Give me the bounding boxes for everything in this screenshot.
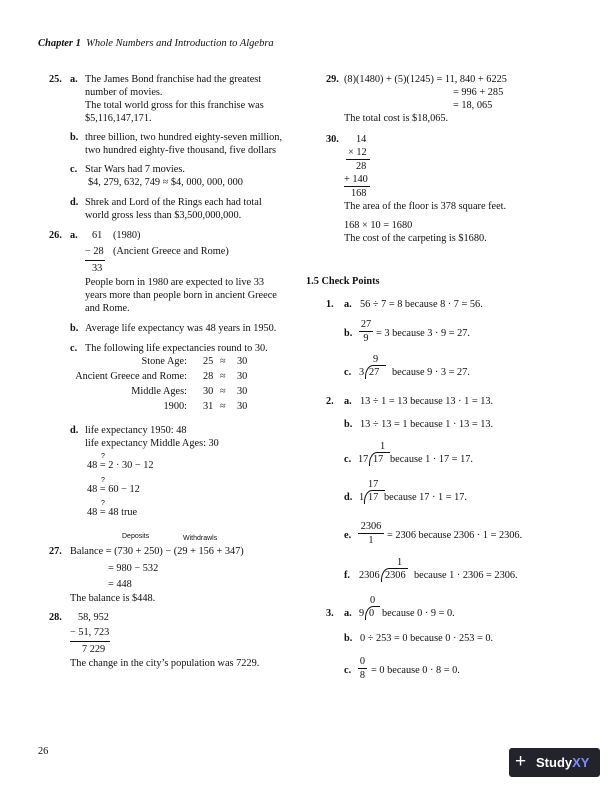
cp1b-label: b.	[344, 328, 353, 339]
table-row-rounded: 30	[237, 371, 248, 382]
p25-d-line1: Shrek and Lord of the Rings each had total	[85, 197, 262, 208]
p30-partial2: + 140	[344, 174, 368, 185]
p26-d-line3: 48 = 2 · 30 − 12	[87, 460, 154, 471]
quotient: 0	[370, 595, 376, 606]
p28-sub: − 51, 723	[70, 627, 110, 638]
p27-line1: Balance = (730 + 250) − (29 + 156 + 347)	[70, 546, 244, 557]
p25-b-label: b.	[70, 132, 79, 143]
page-number: 26	[38, 746, 49, 757]
p26-a-sub-note: (Ancient Greece and Rome)	[113, 246, 229, 257]
cp2d-text: because 17 · 1 = 17.	[384, 492, 468, 503]
dividend: 17	[373, 454, 384, 465]
p27-line4: The balance is $448.	[70, 593, 156, 604]
p26-d-line4: 48 = 60 − 12	[87, 484, 140, 495]
p29-line2: = 996 + 285	[453, 87, 504, 98]
cp1a-text: 56 ÷ 7 = 8 because 8 · 7 = 56.	[360, 299, 483, 310]
plus-icon: +	[515, 751, 527, 772]
p26-d-line2: life expectancy Middle Ages: 30	[85, 438, 219, 449]
p26-a-text2: years more than people born in ancient Greece	[85, 290, 277, 301]
table-row-value: 28	[203, 371, 214, 382]
cp2a-label: a.	[344, 396, 352, 407]
p30-product: 168	[351, 188, 367, 199]
cp3c-label: c.	[344, 665, 352, 676]
cp3c-text: = 0 because 0 · 8 = 0.	[371, 665, 460, 676]
p26-b-text: Average life expectancy was 48 years in 1950.	[85, 323, 277, 334]
fraction-numerator: 27	[359, 318, 373, 332]
section-title: 1.5 Check Points	[306, 276, 380, 287]
p30-partial1: 28	[356, 161, 367, 172]
cp1-number: 1.	[326, 299, 334, 310]
problem-26-number: 26.	[49, 230, 62, 241]
cp2c-text: because 1 · 17 = 17.	[390, 454, 474, 465]
cp2c-label: c.	[344, 454, 352, 465]
cp1b-fraction	[359, 318, 373, 346]
dividend: 2306	[385, 570, 406, 581]
p26-c-label: c.	[70, 343, 78, 354]
p26-d-q1: ?	[101, 453, 105, 460]
p26-a-top-note: (1980)	[113, 230, 141, 241]
p26-a-top: 61	[92, 230, 103, 241]
table-row-rounded: 30	[237, 401, 248, 412]
problem-30-number: 30.	[326, 134, 339, 145]
dividend: 27	[369, 367, 380, 378]
p27-line3: = 448	[108, 579, 132, 590]
p26-d-label: d.	[70, 425, 79, 436]
cp1a-label: a.	[344, 299, 352, 310]
p30-text2: 168 × 10 = 1680	[344, 220, 413, 231]
p25-c-line2: $4, 279, 632, 749 ≈ $4, 000, 000, 000	[88, 177, 243, 188]
p30-mult2: × 12	[348, 147, 367, 158]
p25-c-line1: Star Wars had 7 movies.	[85, 164, 185, 175]
p25-c-label: c.	[70, 164, 78, 175]
fraction-denominator: 8	[359, 670, 366, 682]
quotient: 9	[373, 354, 379, 365]
p26-b-label: b.	[70, 323, 79, 334]
p26-a-label: a.	[70, 230, 78, 241]
table-row-name: Stone Age:	[141, 356, 187, 367]
p29-line1: (8)(1480) + (5)(1245) = 11, 840 + 6225	[344, 74, 507, 85]
p29-line4: The total cost is $18,065.	[344, 113, 449, 124]
cp1c-text: because 9 · 3 = 27.	[392, 367, 470, 378]
p26-d-line1: life expectancy 1950: 48	[85, 425, 187, 436]
p26-d-q2: ?	[101, 477, 105, 484]
cp2b-text: 13 ÷ 13 = 1 because 1 · 13 = 13.	[360, 419, 494, 430]
cp2b-label: b.	[344, 419, 353, 430]
quotient: 1	[397, 557, 403, 568]
fraction-numerator: 0	[358, 655, 367, 669]
table-row-name: 1900:	[163, 401, 187, 412]
page-header	[38, 37, 274, 51]
p27-deposits-note: Deposits	[122, 533, 150, 540]
cp2d-label: d.	[344, 492, 353, 503]
p30-mult1: 14	[356, 134, 367, 145]
divisor: 17	[358, 454, 369, 465]
studyxy-badge[interactable]	[509, 748, 600, 777]
p25-a-label: a.	[70, 74, 78, 85]
p29-line3: = 18, 065	[453, 100, 493, 111]
divisor: 1	[359, 492, 365, 503]
cp3-number: 3.	[326, 608, 334, 619]
brand-logo-text: StudyXY	[536, 755, 590, 770]
quotient: 17	[368, 479, 379, 490]
p30-text3: The cost of the carpeting is $1680.	[344, 233, 487, 244]
p28-rule	[70, 641, 110, 642]
p28-top: 58, 952	[78, 612, 109, 623]
chapter-title: Whole Numbers and Introduction to Algebra	[86, 38, 274, 49]
fraction-denominator: 9	[363, 333, 369, 345]
cp2e-fraction	[358, 520, 384, 548]
cp2-number: 2.	[326, 396, 334, 407]
divisor: 2306	[359, 570, 380, 581]
problem-28-number: 28.	[49, 612, 62, 623]
approx-symbol: ≈	[220, 386, 226, 397]
table-row-name: Ancient Greece and Rome:	[75, 371, 187, 382]
p27-withdrawls-note: Withdrawls	[183, 535, 218, 542]
cp1c-label: c.	[344, 367, 352, 378]
problem-25-number: 25.	[49, 74, 62, 85]
table-row-rounded: 30	[237, 386, 248, 397]
table-row-rounded: 30	[237, 356, 248, 367]
p25-d-line2: world gross less than $3,500,000,000.	[85, 210, 242, 221]
p26-d-line5: 48 = 48 true	[87, 507, 138, 518]
cp3b-label: b.	[344, 633, 353, 644]
p25-d-label: d.	[70, 197, 79, 208]
table-row-value: 30	[203, 386, 214, 397]
cp3a-label: a.	[344, 608, 352, 619]
cp3c-fraction	[358, 655, 367, 683]
p27-line2: = 980 − 532	[108, 563, 159, 574]
p30-text1: The area of the floor is 378 square feet.	[344, 201, 507, 212]
fraction-denominator: 1	[368, 535, 374, 547]
p26-a-text1: People born in 1980 are expected to live 33	[85, 277, 264, 288]
fraction-numerator: 2306	[358, 520, 384, 534]
cp2f-text: because 1 · 2306 = 2306.	[414, 570, 518, 581]
dividend: 17	[368, 492, 379, 503]
p26-a-result: 33	[92, 263, 103, 274]
p25-a-line4: $5,116,147,171.	[85, 113, 152, 124]
table-row-value: 25	[203, 356, 214, 367]
approx-symbol: ≈	[220, 356, 226, 367]
p25-b-line2: two hundred eighty-five thousand, five dollars	[85, 145, 277, 156]
p25-a-line2: number of movies.	[85, 87, 163, 98]
p26-a-rule	[85, 260, 105, 261]
p26-a-sub: − 28	[85, 246, 104, 257]
cp2e-label: e.	[344, 530, 352, 541]
p26-a-text3: and Rome.	[85, 303, 130, 314]
cp2e-text: = 2306 because 2306 · 1 = 2306.	[387, 530, 523, 541]
chapter-label: Chapter 1	[38, 38, 81, 49]
divisor: 9	[359, 608, 365, 619]
cp1b-text: = 3 because 3 · 9 = 27.	[376, 328, 470, 339]
p28-text: The change in the city’s population was 7229.	[70, 658, 260, 669]
table-row-name: Middle Ages:	[131, 386, 187, 397]
p26-d-q3: ?	[101, 500, 105, 507]
p25-a-line3: The total world gross for this franchise was	[85, 100, 264, 111]
problem-29-number: 29.	[326, 74, 339, 85]
table-row-value: 31	[203, 401, 214, 412]
cp3b-text: 0 ÷ 253 = 0 because 0 · 253 = 0.	[360, 633, 494, 644]
cp2f-label: f.	[344, 570, 351, 581]
approx-symbol: ≈	[220, 401, 226, 412]
p26-c-text: The following life expectancies round to 30.	[85, 343, 268, 354]
quotient: 1	[380, 441, 386, 452]
divisor: 3	[359, 367, 365, 378]
cp2a-text: 13 ÷ 1 = 13 because 13 · 1 = 13.	[360, 396, 494, 407]
dividend: 0	[369, 608, 375, 619]
p25-b-line1: three billion, two hundred eighty-seven million,	[85, 132, 283, 143]
cp3a-text: because 0 · 9 = 0.	[382, 608, 455, 619]
problem-27-number: 27.	[49, 546, 62, 557]
p28-result: 7 229	[82, 644, 106, 655]
p25-a-line1: The James Bond franchise had the greatest	[85, 74, 262, 85]
approx-symbol: ≈	[220, 371, 226, 382]
